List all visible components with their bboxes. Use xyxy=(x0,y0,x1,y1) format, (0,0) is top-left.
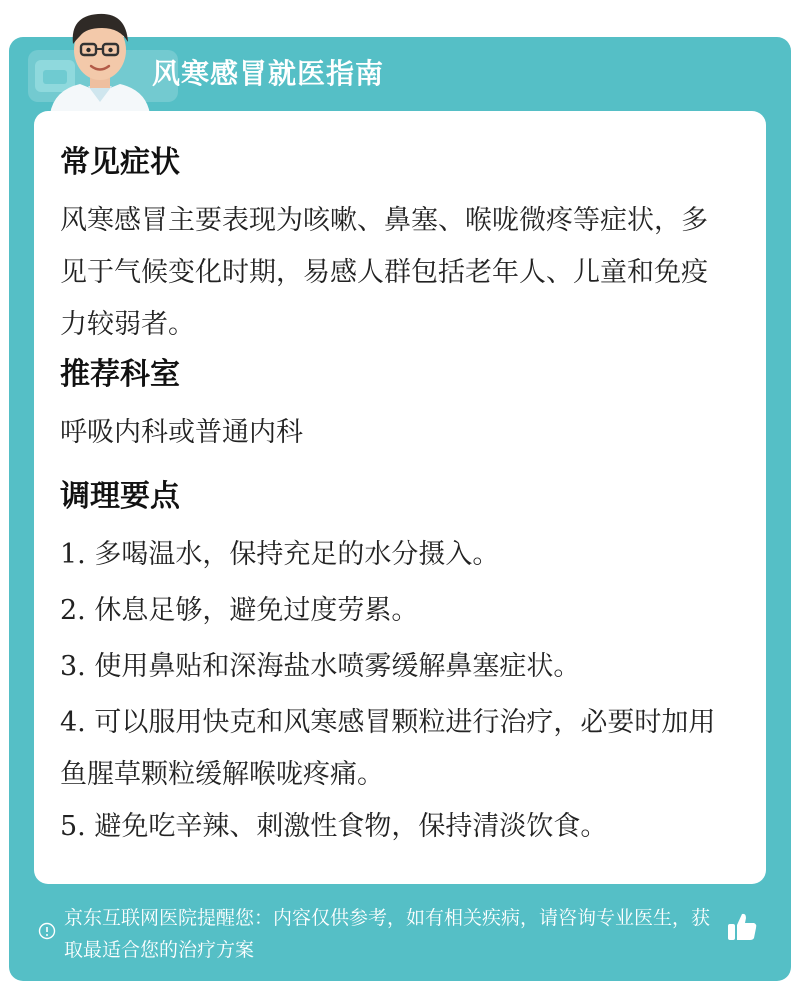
section-heading-department: 推荐科室 xyxy=(60,357,180,392)
list-item: 5. 避免吃辛辣、刺激性食物，保持清淡饮食。 xyxy=(60,811,608,842)
list-item: 2. 休息足够，避免过度劳累。 xyxy=(60,595,419,626)
symptoms-text: 风寒感冒主要表现为咳嗽、鼻塞、喉咙微疼等症状，多见于气候变化时期，易感人群包括老年人、儿童和免疫力较弱者。 xyxy=(60,205,708,340)
thumbs-up-icon[interactable] xyxy=(724,908,760,944)
department-text: 呼吸内科或普通内科 xyxy=(60,417,303,448)
doctor-avatar xyxy=(40,4,160,114)
info-icon xyxy=(38,922,56,940)
content-panel xyxy=(34,111,766,884)
list-item: 4. 可以服用快克和风寒感冒颗粒进行治疗，必要时加用鱼腥草颗粒缓解喉咙疼痛。 xyxy=(60,707,716,790)
list-item: 1. 多喝温水，保持充足的水分摄入。 xyxy=(60,539,500,570)
footer-disclaimer: 京东互联网医院提醒您：内容仅供参考，如有相关疾病，请咨询专业医生，获取最适合您的治疗方案 xyxy=(64,907,711,961)
section-heading-care: 调理要点 xyxy=(60,479,180,514)
list-item: 3. 使用鼻贴和深海盐水喷雾缓解鼻塞症状。 xyxy=(60,651,581,682)
section-heading-symptoms: 常见症状 xyxy=(60,145,180,180)
page-title: 风寒感冒就医指南 xyxy=(152,57,385,90)
